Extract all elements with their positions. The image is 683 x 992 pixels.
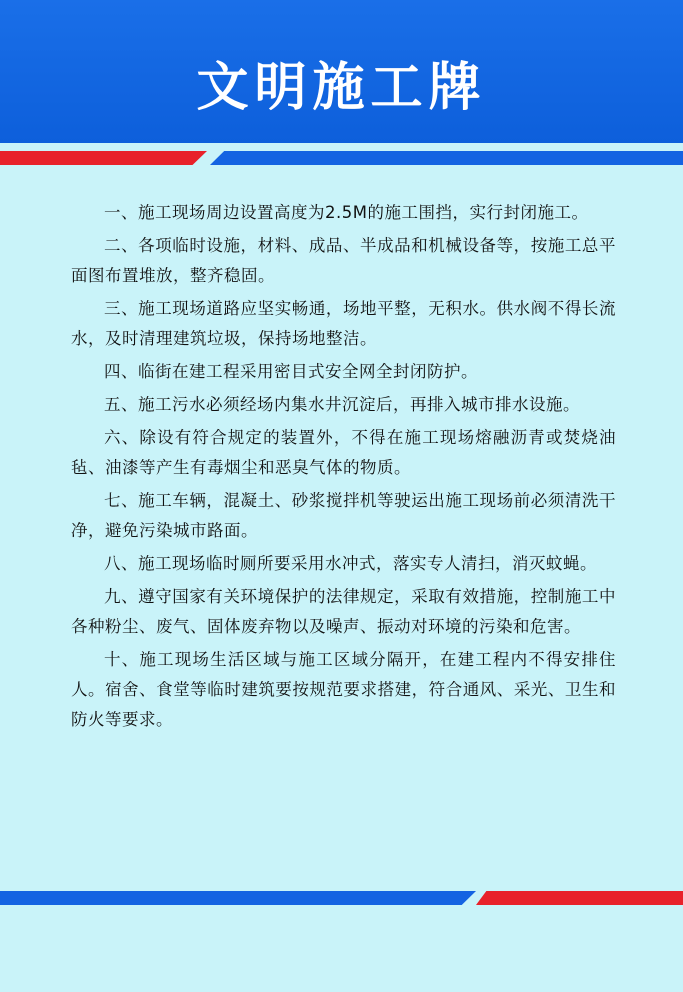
rule-item: 四、临街在建工程采用密目式安全网全封闭防护。 xyxy=(104,362,478,381)
bottom-blue-stripe xyxy=(0,891,476,905)
rule-item: 一、施工现场周边设置高度为2.5M的施工围挡，实行封闭施工。 xyxy=(104,203,589,222)
rule-item: 十、施工现场生活区域与施工区域分隔开，在建工程内不得安排住人。宿舍、食堂等临时建筑要按规范要求搭建，符合通风、采光、卫生和防火等要求。 xyxy=(71,650,616,729)
rule-item: 九、遵守国家有关环境保护的法律规定，采取有效措施，控制施工中各种粉尘、废气、固体废弃物以及噪声、振动对环境的污染和危害。 xyxy=(71,587,616,636)
top-blue-stripe xyxy=(210,151,683,165)
rule-item: 五、施工污水必须经场内集水井沉淀后，再排入城市排水设施。 xyxy=(104,395,580,414)
rules-list xyxy=(71,198,616,738)
rule-item: 七、施工车辆，混凝土、砂浆搅拌机等驶运出施工现场前必须清洗干净，避免污染城市路面。 xyxy=(71,491,616,540)
page-title: 文明施工牌 xyxy=(196,58,487,118)
rule-item: 三、施工现场道路应坚实畅通，场地平整，无积水。供水阀不得长流水，及时清理建筑垃圾，保持场地整洁。 xyxy=(71,299,616,348)
rule-item: 二、各项临时设施，材料、成品、半成品和机械设备等，按施工总平面图布置堆放，整齐稳固。 xyxy=(71,236,616,285)
rule-item: 六、除设有符合规定的装置外，不得在施工现场熔融沥青或焚烧油毡、油漆等产生有毒烟尘和恶臭气体的物质。 xyxy=(71,428,616,477)
top-red-stripe xyxy=(0,151,207,165)
rule-item: 八、施工现场临时厕所要采用水冲式，落实专人清扫，消灭蚊蝇。 xyxy=(104,554,597,573)
bottom-red-stripe xyxy=(476,891,683,905)
header-banner xyxy=(0,0,683,143)
